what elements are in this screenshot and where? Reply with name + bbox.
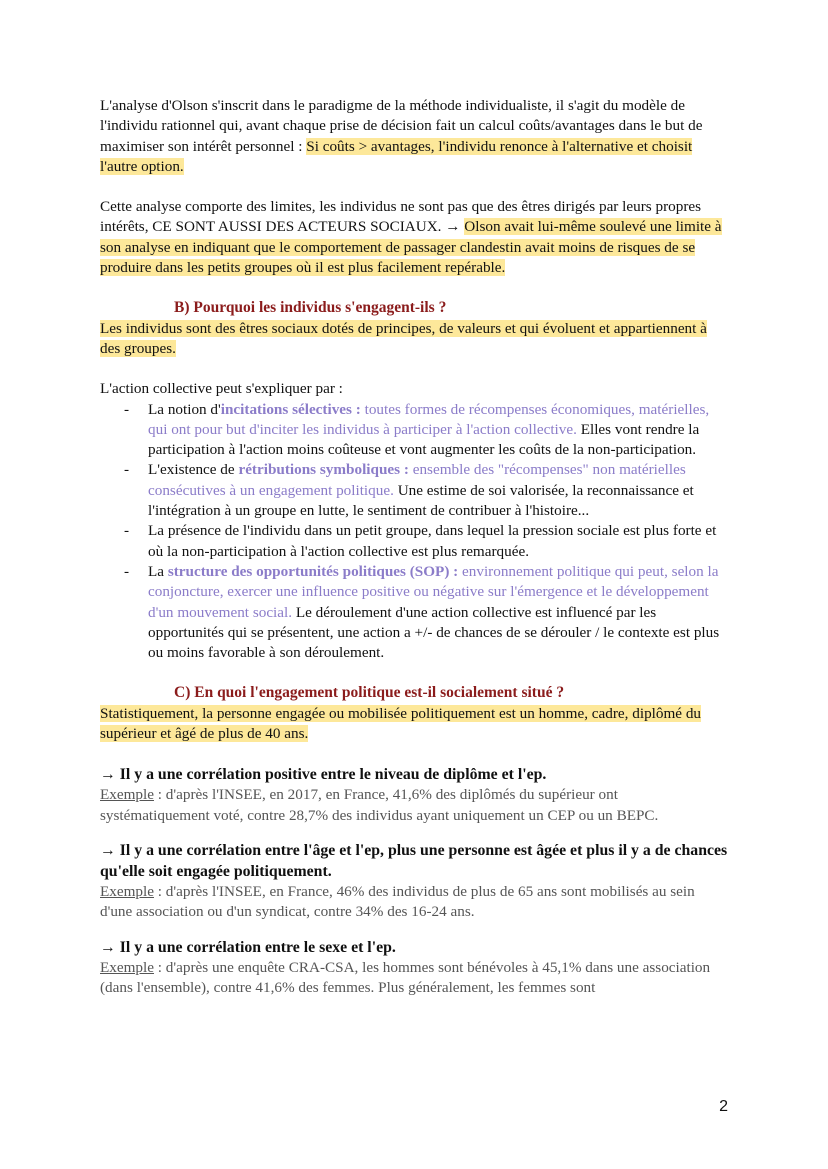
item-text: L'existence de <box>148 461 239 479</box>
example-label: Exemple <box>100 958 154 976</box>
item-text: La présence de l'individu dans un petit groupe, dans lequel la pression sociale est plus forte et où la non-participation à l'action collective est plus remarquée. <box>148 522 717 560</box>
example-text: : d'après l'INSEE, en 2017, en France, 41,6% des diplômés du supérieur ont systématiquement voté, contre 28,7% des individus ayant uniquement un CEP ou un BEPC. <box>100 786 659 824</box>
key-term: incitations sélectives : <box>220 400 361 418</box>
bullet-list <box>100 400 730 664</box>
paragraph-olson-analysis <box>100 96 730 177</box>
list-item <box>100 400 730 461</box>
term-definition: environnement politique qui peut, selon la conjoncture, exercer une influence positive ou négative sur l'émergence et le développement d'un mouvement social. <box>148 562 719 621</box>
example-sex <box>100 958 730 999</box>
term-definition: toutes formes de récompenses économiques, matérielles, qui ont pour but d'inciter les individus à participer à l'action collective. <box>148 400 710 438</box>
list-item <box>100 562 730 663</box>
highlighted-text: Statistiquement, la personne engagée ou mobilisée politiquement est un homme, cadre, diplômé du supérieur et âgé de plus de 40 ans. <box>100 704 702 743</box>
section-c-summary <box>100 704 730 745</box>
example-age <box>100 882 730 923</box>
term-definition: ensemble des "récompenses" non matérielles consécutives à un engagement politique. <box>148 461 686 499</box>
correlation-heading-diploma: → Il y a une corrélation positive entre le niveau de diplôme et l'ep. <box>100 766 547 784</box>
key-term: rétributions symboliques : <box>238 461 409 479</box>
paragraph-text: L'analyse d'Olson s'inscrit dans le paradigme de la méthode individualiste, il s'agit du modèle de l'individu rationnel qui, avant chaque prise de décision fait un calcul coûts/avantages dans le but de maximiser son intérêt personnel : <box>100 97 703 155</box>
highlighted-text: Olson avait lui-même soulevé une limite à son analyse en indiquant que le comportement de passager clandestin avait moins de risques de se produire dans les petits groupes où il est plus facilement repérable. <box>100 218 722 277</box>
key-term: structure des opportunités politiques (SOP) : <box>167 562 459 580</box>
dash-bullet: - <box>124 461 130 479</box>
example-label: Exemple <box>100 882 154 900</box>
paragraph-text: Cette analyse comporte des limites, les individus ne sont pas que des êtres dirigés par leurs propres intérêts, CE SONT AUSSI DES ACTEURS SOCIAUX. <box>100 198 702 236</box>
highlighted-text: Les individus sont des êtres sociaux dotés de principes, de valeurs et qui évoluent et appartiennent à des groupes. <box>100 319 707 357</box>
paragraph-limits <box>100 197 730 278</box>
dash-bullet: - <box>124 562 130 580</box>
section-c-title: C) En quoi l'engagement politique est-il socialement situé ? <box>174 684 565 702</box>
item-text: La <box>148 562 168 580</box>
example-label: Exemple <box>100 786 154 804</box>
page-number: 2 <box>719 1098 728 1115</box>
item-text: La notion d' <box>148 400 221 418</box>
example-diploma <box>100 785 730 826</box>
list-item <box>100 521 730 562</box>
correlation-heading-sex: → Il y a une corrélation entre le sexe et l'ep. <box>100 938 396 956</box>
item-text: Une estime de soi valorisée, la reconnaissance et l'intégration à un groupe en lutte, le sentiment de contribuer à l'histoire... <box>148 481 694 520</box>
section-b-intro: L'action collective peut s'expliquer par : <box>100 380 343 398</box>
dash-bullet: - <box>124 400 130 418</box>
correlation-heading-age: → Il y a une corrélation entre l'âge et l'ep, plus une personne est âgée et plus il y a de chances qu'elle soit engagée politiquement. <box>100 841 728 880</box>
list-item <box>100 460 730 521</box>
item-text: Elles vont rendre la participation à l'action moins coûteuse et vont augmenter les coûts de la non-participation. <box>148 420 700 459</box>
dash-bullet: - <box>124 522 130 540</box>
item-text: Le déroulement d'une action collective est influencé par les opportunités qui se présentent, une action a +/- de chances de se dérouler / le contexte est plus ou moins favorable à son déroulement. <box>148 603 720 662</box>
document-page <box>100 96 730 998</box>
example-text: : d'après l'INSEE, en France, 46% des individus de plus de 65 ans sont mobilisés au sein d'une association ou d'un syndicat, contre 34% des 16-24 ans. <box>100 882 695 921</box>
section-b-summary <box>100 319 730 360</box>
example-text: : d'après une enquête CRA-CSA, les hommes sont bénévoles à 45,1% dans une association (dans l'ensemble), contre 41,6% des femmes. Plus généralement, les femmes sont <box>100 958 711 996</box>
section-b-title: B) Pourquoi les individus s'engagent-ils ? <box>174 299 447 317</box>
arrow-glyph: → <box>445 218 465 236</box>
highlighted-text: Si coûts > avantages, l'individu renonce à l'alternative et choisit l'autre option. <box>100 137 693 175</box>
